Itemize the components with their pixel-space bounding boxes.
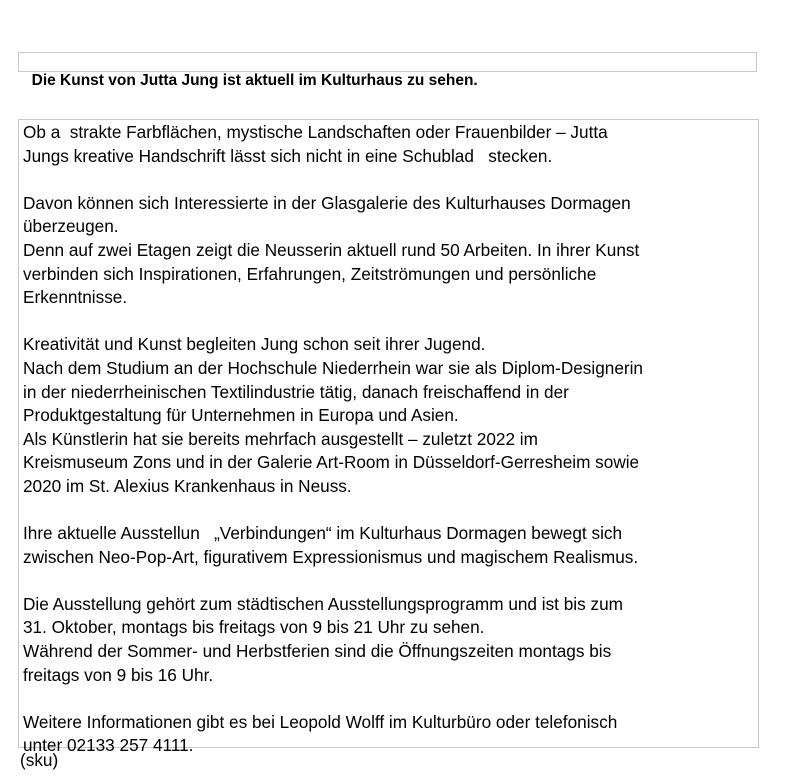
text-line: Kreativität und Kunst begleiten Jung schon seit ihrer Jugend. — [23, 334, 486, 355]
text-line: Als Künstlerin hat sie bereits mehrfach ausgestellt – zuletzt 2022 im — [23, 428, 538, 449]
text-line: 2020 im St. Alexius Krankenhaus in Neuss. — [23, 475, 352, 496]
author-note: (sku) — [20, 750, 59, 770]
text-line: Jungs kreative Handschrift lässt sich nicht in eine Schublad stecken. — [23, 145, 553, 166]
text-line: Ob a strakte Farbflächen, mystische Landschaften oder Frauenbilder – Jutta — [23, 122, 608, 142]
text-line: unter 02133 257 4111. — [23, 735, 194, 756]
text-line: überzeugen. — [23, 216, 119, 237]
paragraph-style — [23, 522, 758, 569]
paragraph-biography — [23, 333, 758, 498]
text-line: Davon können sich Interessierte in der Glasgalerie des Kulturhauses Dormagen — [23, 192, 631, 213]
paragraph-exhibition — [23, 192, 758, 310]
text-line: Produktgestaltung für Unternehmen in Europa und Asien. — [23, 405, 459, 426]
paragraph-opening-hours — [23, 593, 758, 687]
text-line: Während der Sommer- und Herbstferien sind die Öffnungszeiten montags bis — [23, 641, 612, 662]
text-line: Weitere Informationen gibt es bei Leopold Wolff im Kulturbüro oder telefonisch — [23, 711, 618, 732]
text-line: Erkenntnisse. — [23, 287, 128, 308]
headline-box — [18, 52, 757, 89]
text-line: Nach dem Studium an der Hochschule Niederrhein war sie als Diplom-Designerin — [23, 357, 643, 378]
text-line: Denn auf zwei Etagen zeigt die Neusserin aktuell rund 50 Arbeiten. In ihrer Kunst — [23, 239, 640, 260]
article-body — [18, 119, 759, 756]
text-line: 31. Oktober, montags bis freitags von 9 bis 21 Uhr zu sehen. — [23, 617, 485, 638]
text-line: Die Ausstellung gehört zum städtischen Ausstellungsprogramm und ist bis zum — [23, 593, 623, 614]
text-line: zwischen Neo-Pop-Art, figurativem Expressionismus und magischem Realismus. — [23, 546, 639, 567]
text-line: Kreismuseum Zons und in der Galerie Art-Room in Düsseldorf-Gerresheim sowie — [23, 452, 640, 473]
text-line: verbinden sich Inspirationen, Erfahrungen, Zeitströmungen und persönliche — [23, 263, 597, 284]
text-line: Ihre aktuelle Ausstellun „Verbindungen“ im Kulturhaus Dormagen bewegt sich — [23, 523, 623, 544]
paragraph-contact — [23, 711, 758, 758]
headline: Die Kunst von Jutta Jung ist aktuell im Kulturhaus zu sehen. — [31, 72, 478, 89]
paragraph-intro — [23, 121, 758, 168]
text-line: freitags von 9 bis 16 Uhr. — [23, 664, 214, 685]
text-line: in der niederrheinischen Textilindustrie tätig, danach freischaffend in der — [23, 381, 569, 402]
